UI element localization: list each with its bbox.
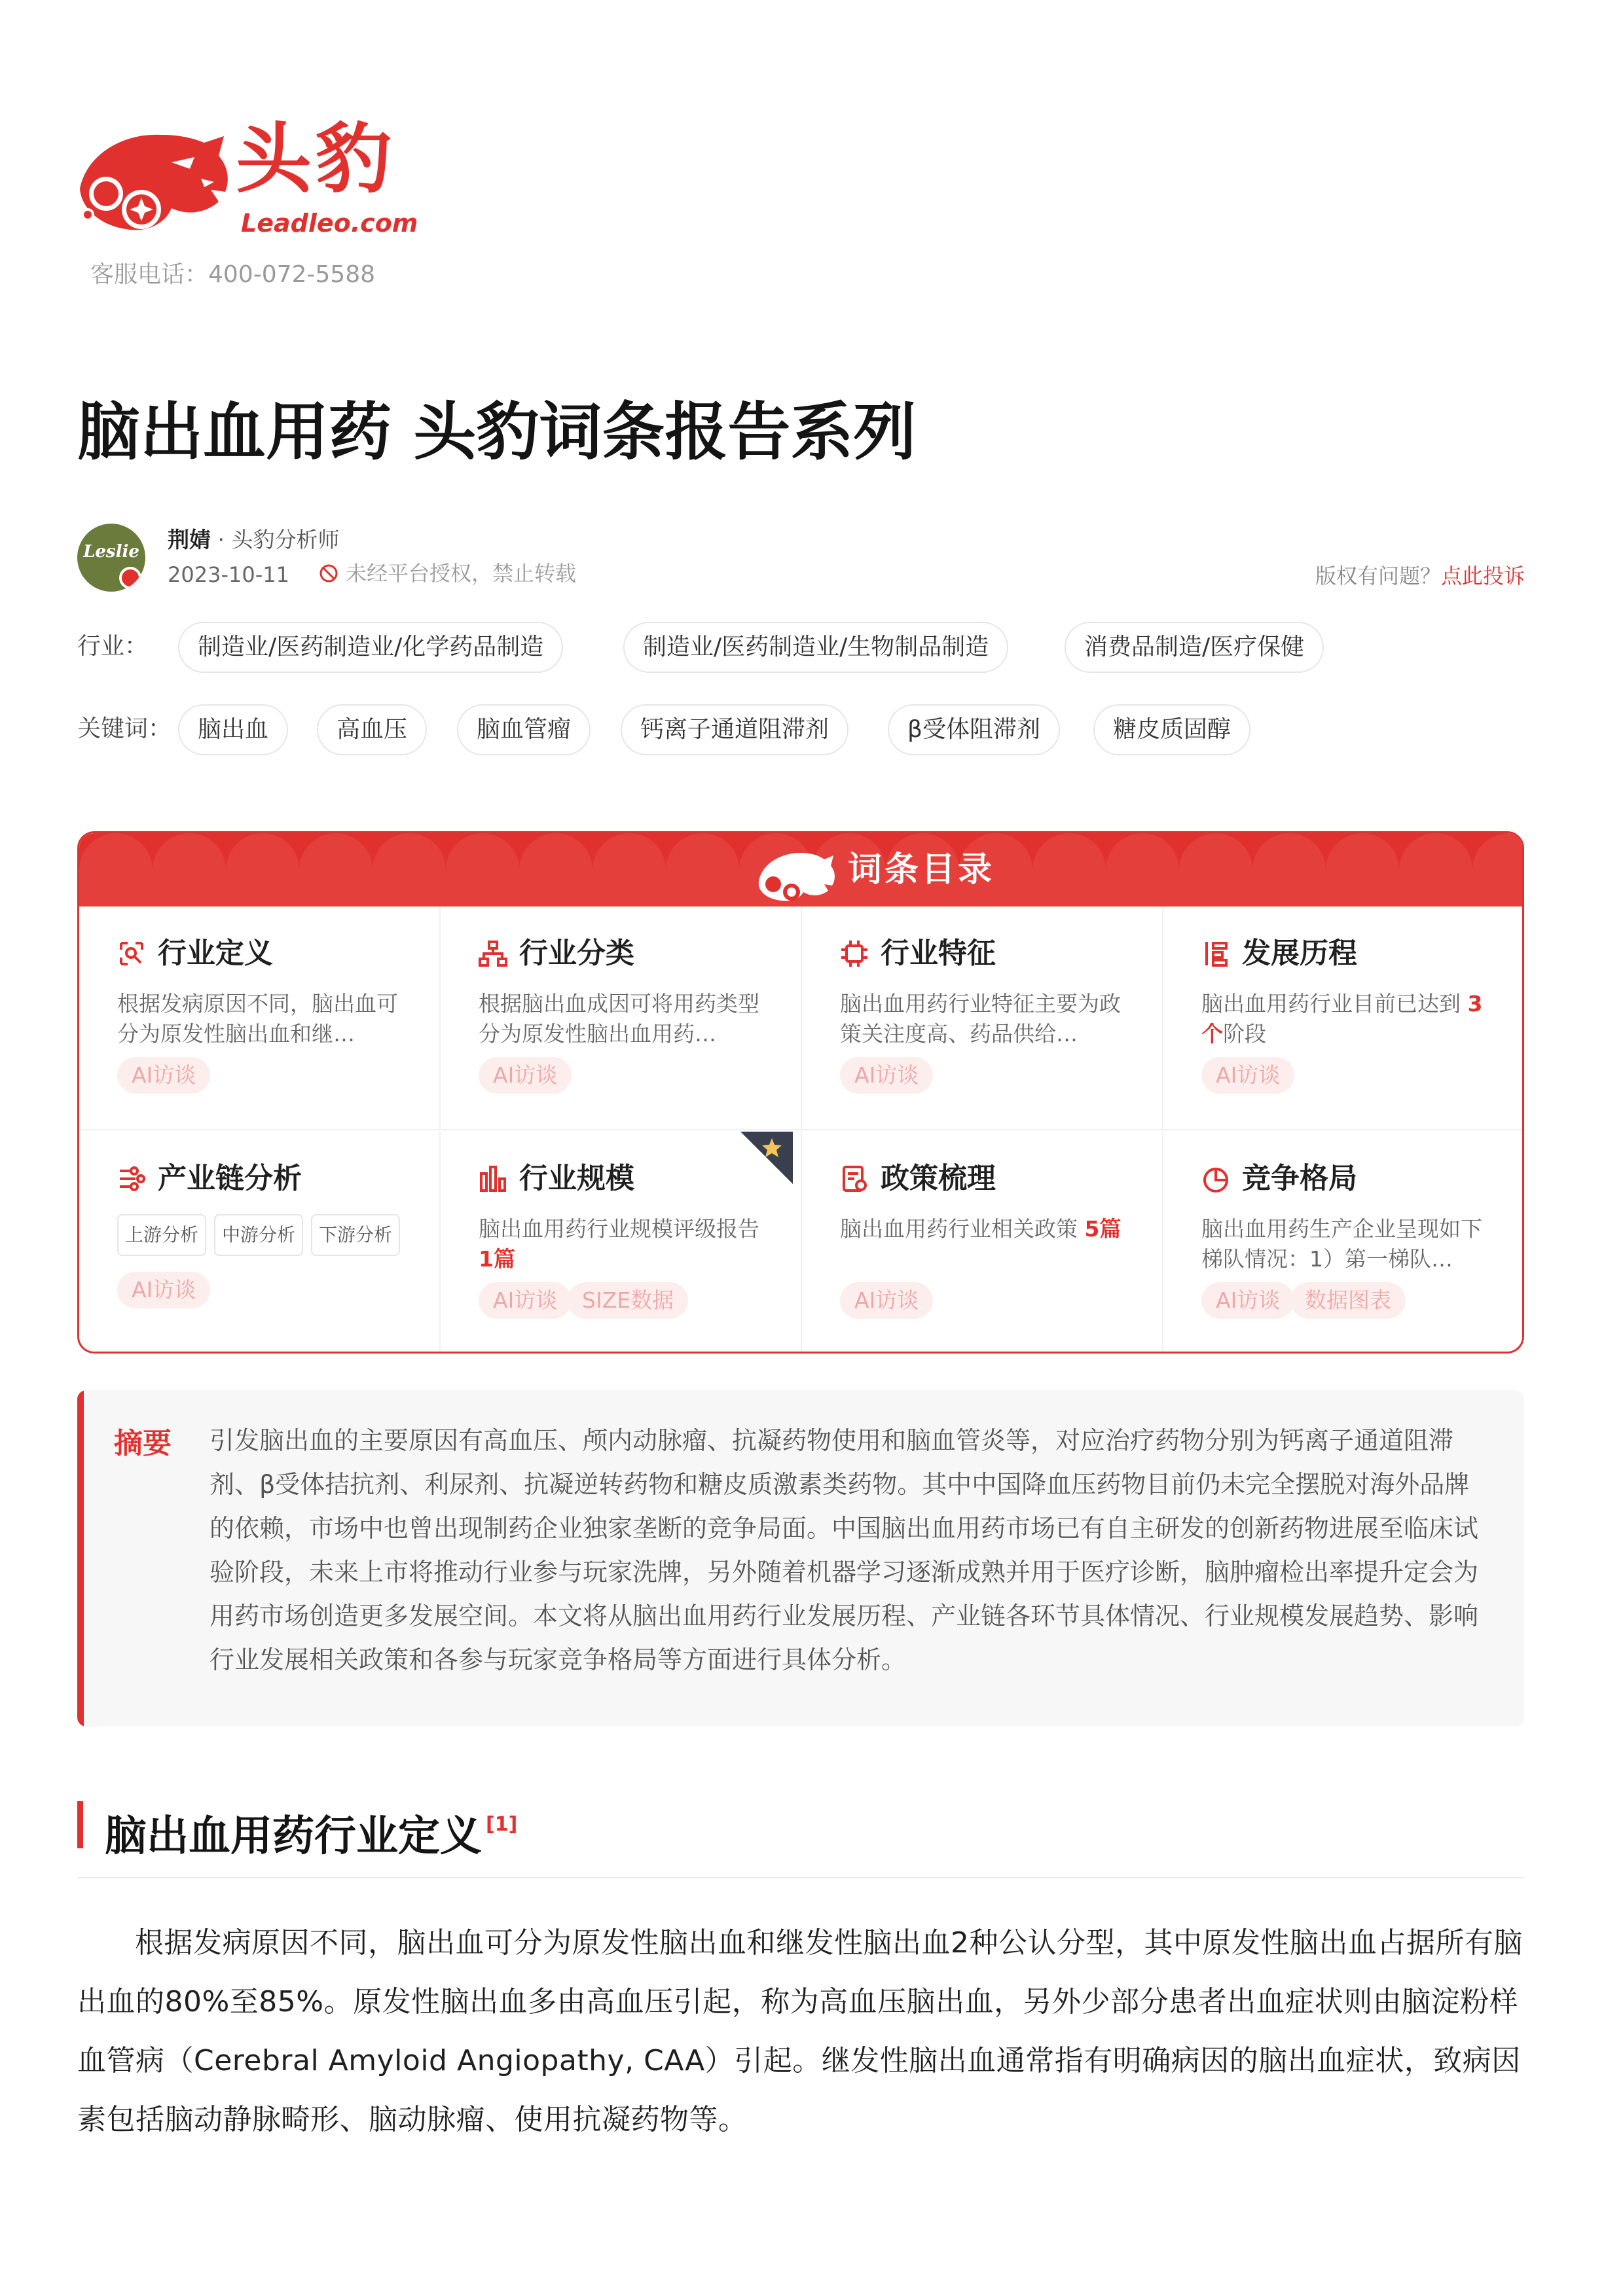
policy-doc-icon bbox=[840, 1164, 869, 1193]
cell-title: 行业规模 bbox=[519, 1162, 634, 1195]
hierarchy-icon bbox=[479, 939, 507, 968]
cell-desc: 脑出血用药行业特征主要为政策关注度高、药品供给… bbox=[840, 991, 1121, 1047]
industry-tag[interactable]: 制造业/医药制造业/化学药品制造 bbox=[178, 622, 563, 673]
service-hotline: 客服电话：400-072-5588 bbox=[90, 261, 376, 288]
cell-desc bbox=[840, 1214, 1141, 1244]
verified-badge-icon bbox=[119, 567, 141, 589]
cell-title: 竞争格局 bbox=[1242, 1162, 1357, 1195]
data-chart-tag[interactable]: 数据图表 bbox=[1290, 1282, 1406, 1319]
cell-title: 产业链分析 bbox=[158, 1162, 302, 1195]
bar-chart-icon bbox=[479, 1164, 507, 1193]
cell-desc-text: 脑出血用药行业相关政策 bbox=[840, 1216, 1085, 1242]
forbidden-icon bbox=[318, 563, 339, 584]
keyword-tag[interactable]: 钙离子通道阻滞剂 bbox=[621, 704, 848, 755]
ai-interview-tag[interactable]: AI访谈 bbox=[1201, 1057, 1294, 1094]
directory-card bbox=[77, 831, 1524, 1354]
section-accent-bar bbox=[77, 1801, 83, 1848]
keywords-label: 关键词： bbox=[77, 715, 172, 742]
industry-tag[interactable]: 制造业/医药制造业/生物制品制造 bbox=[623, 622, 1008, 673]
ai-interview-tag[interactable]: AI访谈 bbox=[840, 1282, 933, 1319]
ai-interview-tag[interactable]: AI访谈 bbox=[479, 1057, 572, 1094]
ai-interview-tag[interactable]: AI访谈 bbox=[117, 1272, 210, 1308]
industry-label: 行业： bbox=[77, 633, 149, 660]
star-corner-icon bbox=[740, 1132, 793, 1184]
directory-item-definition[interactable] bbox=[79, 906, 441, 1130]
abstract-box bbox=[77, 1390, 1524, 1727]
search-doc-icon bbox=[117, 939, 146, 968]
author-role: · 头豹分析师 bbox=[211, 527, 340, 552]
policy-count: 5篇 bbox=[1084, 1216, 1122, 1242]
report-link[interactable]: 点此投诉 bbox=[1440, 564, 1525, 588]
cell-title: 行业分类 bbox=[519, 937, 634, 970]
chip-icon bbox=[840, 939, 869, 968]
copyright-question: 版权有问题？ bbox=[1315, 564, 1441, 588]
directory-title: 词条目录 bbox=[848, 850, 995, 889]
cell-title: 行业定义 bbox=[158, 937, 273, 970]
cell-desc: 脑出血用药生产企业呈现如下梯队情况：1）第一梯队… bbox=[1201, 1216, 1482, 1272]
cell-desc-suffix: 阶段 bbox=[1223, 1021, 1266, 1047]
cell-desc: 根据发病原因不同，脑出血可分为原发性脑出血和继… bbox=[117, 991, 398, 1047]
directory-item-chain[interactable] bbox=[79, 1132, 441, 1354]
avatar-text: Leslie bbox=[83, 542, 139, 562]
ai-interview-tag[interactable]: AI访谈 bbox=[1201, 1282, 1294, 1319]
logo-wordmark: 头豹 bbox=[236, 115, 395, 204]
directory-header bbox=[79, 833, 1522, 906]
keyword-tag[interactable]: 脑血管瘤 bbox=[457, 704, 591, 755]
report-title: 脑出血用药 头豹词条报告系列 bbox=[77, 395, 917, 469]
keyword-tag[interactable]: 高血压 bbox=[317, 704, 427, 755]
directory-item-policy[interactable] bbox=[802, 1132, 1163, 1354]
cell-title: 发展历程 bbox=[1242, 937, 1357, 970]
leopard-icon bbox=[754, 845, 839, 904]
directory-item-scale[interactable] bbox=[441, 1132, 802, 1354]
size-data-tag[interactable]: SIZE数据 bbox=[568, 1282, 688, 1319]
directory-item-classification[interactable] bbox=[441, 906, 802, 1130]
cell-desc-text: 脑出血用药行业目前已达到 bbox=[1201, 991, 1468, 1016]
reprint-notice-text: 未经平台授权，禁止转载 bbox=[346, 561, 577, 586]
section-title-text: 脑出血用药行业定义 bbox=[105, 1812, 482, 1861]
cell-desc bbox=[1201, 989, 1503, 1049]
abstract-text: 引发脑出血的主要原因有高血压、颅内动脉瘤、抗凝药物使用和脑血管炎等，对应治疗药物分别为钙离子通道阻滞剂、β受体拮抗剂、利尿剂、抗凝逆转药物和糖皮质激素类药物。其中中国降血压药物目前仍未完全摆脱对海外品牌的依赖，市场中也曾出现制药企业独家垄断的竞争局面。中国脑出血用药市场已有自主研发的创新药物进展至临床试验阶段，未来上市将推动行业参与玩家洗牌，另外随着机器学习逐渐成熟并用于医疗诊断，脑肿瘤检出率提升定会为用药市场创造更多发展空间。本文将从脑出血用药行业发展历程、产业链各环节具体情况、行业规模发展趋势、影响行业发展相关政策和各参与玩家竞争格局等方面进行具体分析。 bbox=[210, 1426, 1479, 1674]
chain-tag-midstream[interactable]: 中游分析 bbox=[214, 1214, 303, 1256]
section-body: 根据发病原因不同，脑出血可分为原发性脑出血和继发性脑出血2种公认分型，其中原发性脑出血占据所有脑出血的80%至85%。原发性脑出血多由高血压引起，称为高血压脑出血，另外少部分患者出血症状则由脑淀粉样血管病（Cerebral Amyloid Angiopathy, CAA）引起。继发性脑出血通常指有明确病因的脑出血症状，致病因素包括脑动静脉畸形、脑动脉瘤、使用抗凝药物等。 bbox=[77, 1926, 1523, 2136]
cell-desc bbox=[479, 1214, 780, 1274]
abstract-label: 摘要 bbox=[114, 1427, 172, 1460]
cell-desc-text: 脑出血用药行业规模评级报告 bbox=[479, 1216, 759, 1242]
logo-domain: Leadleo.com bbox=[241, 209, 418, 238]
cell-desc: 根据脑出血成因可将用药类型分为原发性脑出血用药… bbox=[479, 991, 759, 1047]
section-divider bbox=[77, 1877, 1524, 1878]
directory-item-history[interactable] bbox=[1163, 906, 1524, 1130]
abstract-accent-bar bbox=[77, 1390, 84, 1727]
ai-interview-tag[interactable]: AI访谈 bbox=[117, 1057, 210, 1094]
publish-date: 2023-10-11 bbox=[168, 562, 289, 587]
cell-title: 政策梳理 bbox=[881, 1162, 996, 1195]
cell-title: 行业特征 bbox=[881, 937, 996, 970]
pie-icon bbox=[1201, 1164, 1230, 1193]
timeline-icon bbox=[1201, 939, 1230, 968]
chain-tag-downstream[interactable]: 下游分析 bbox=[311, 1214, 400, 1256]
ai-interview-tag[interactable]: AI访谈 bbox=[479, 1282, 572, 1319]
reference-link[interactable]: [1] bbox=[486, 1813, 518, 1836]
keyword-tag[interactable]: β受体阻滞剂 bbox=[888, 704, 1060, 755]
section-title bbox=[105, 1801, 517, 1860]
copyright-notice bbox=[1315, 565, 1525, 586]
author-name[interactable]: 荆婧 bbox=[168, 527, 211, 552]
stage-count: 3个 bbox=[1201, 991, 1483, 1047]
industry-tag[interactable]: 消费品制造/医疗保健 bbox=[1065, 622, 1324, 673]
keyword-tag[interactable]: 脑出血 bbox=[178, 704, 288, 755]
keyword-tag[interactable]: 糖皮质固醇 bbox=[1093, 704, 1250, 755]
directory-item-competition[interactable] bbox=[1163, 1132, 1524, 1354]
chain-icon bbox=[117, 1164, 146, 1193]
author-avatar bbox=[77, 524, 145, 592]
chain-tag-upstream[interactable]: 上游分析 bbox=[117, 1214, 206, 1256]
ai-interview-tag[interactable]: AI访谈 bbox=[840, 1057, 933, 1094]
author-line bbox=[168, 529, 339, 550]
reprint-notice bbox=[318, 563, 576, 584]
directory-item-features[interactable] bbox=[802, 906, 1163, 1130]
report-count: 1篇 bbox=[479, 1246, 515, 1272]
